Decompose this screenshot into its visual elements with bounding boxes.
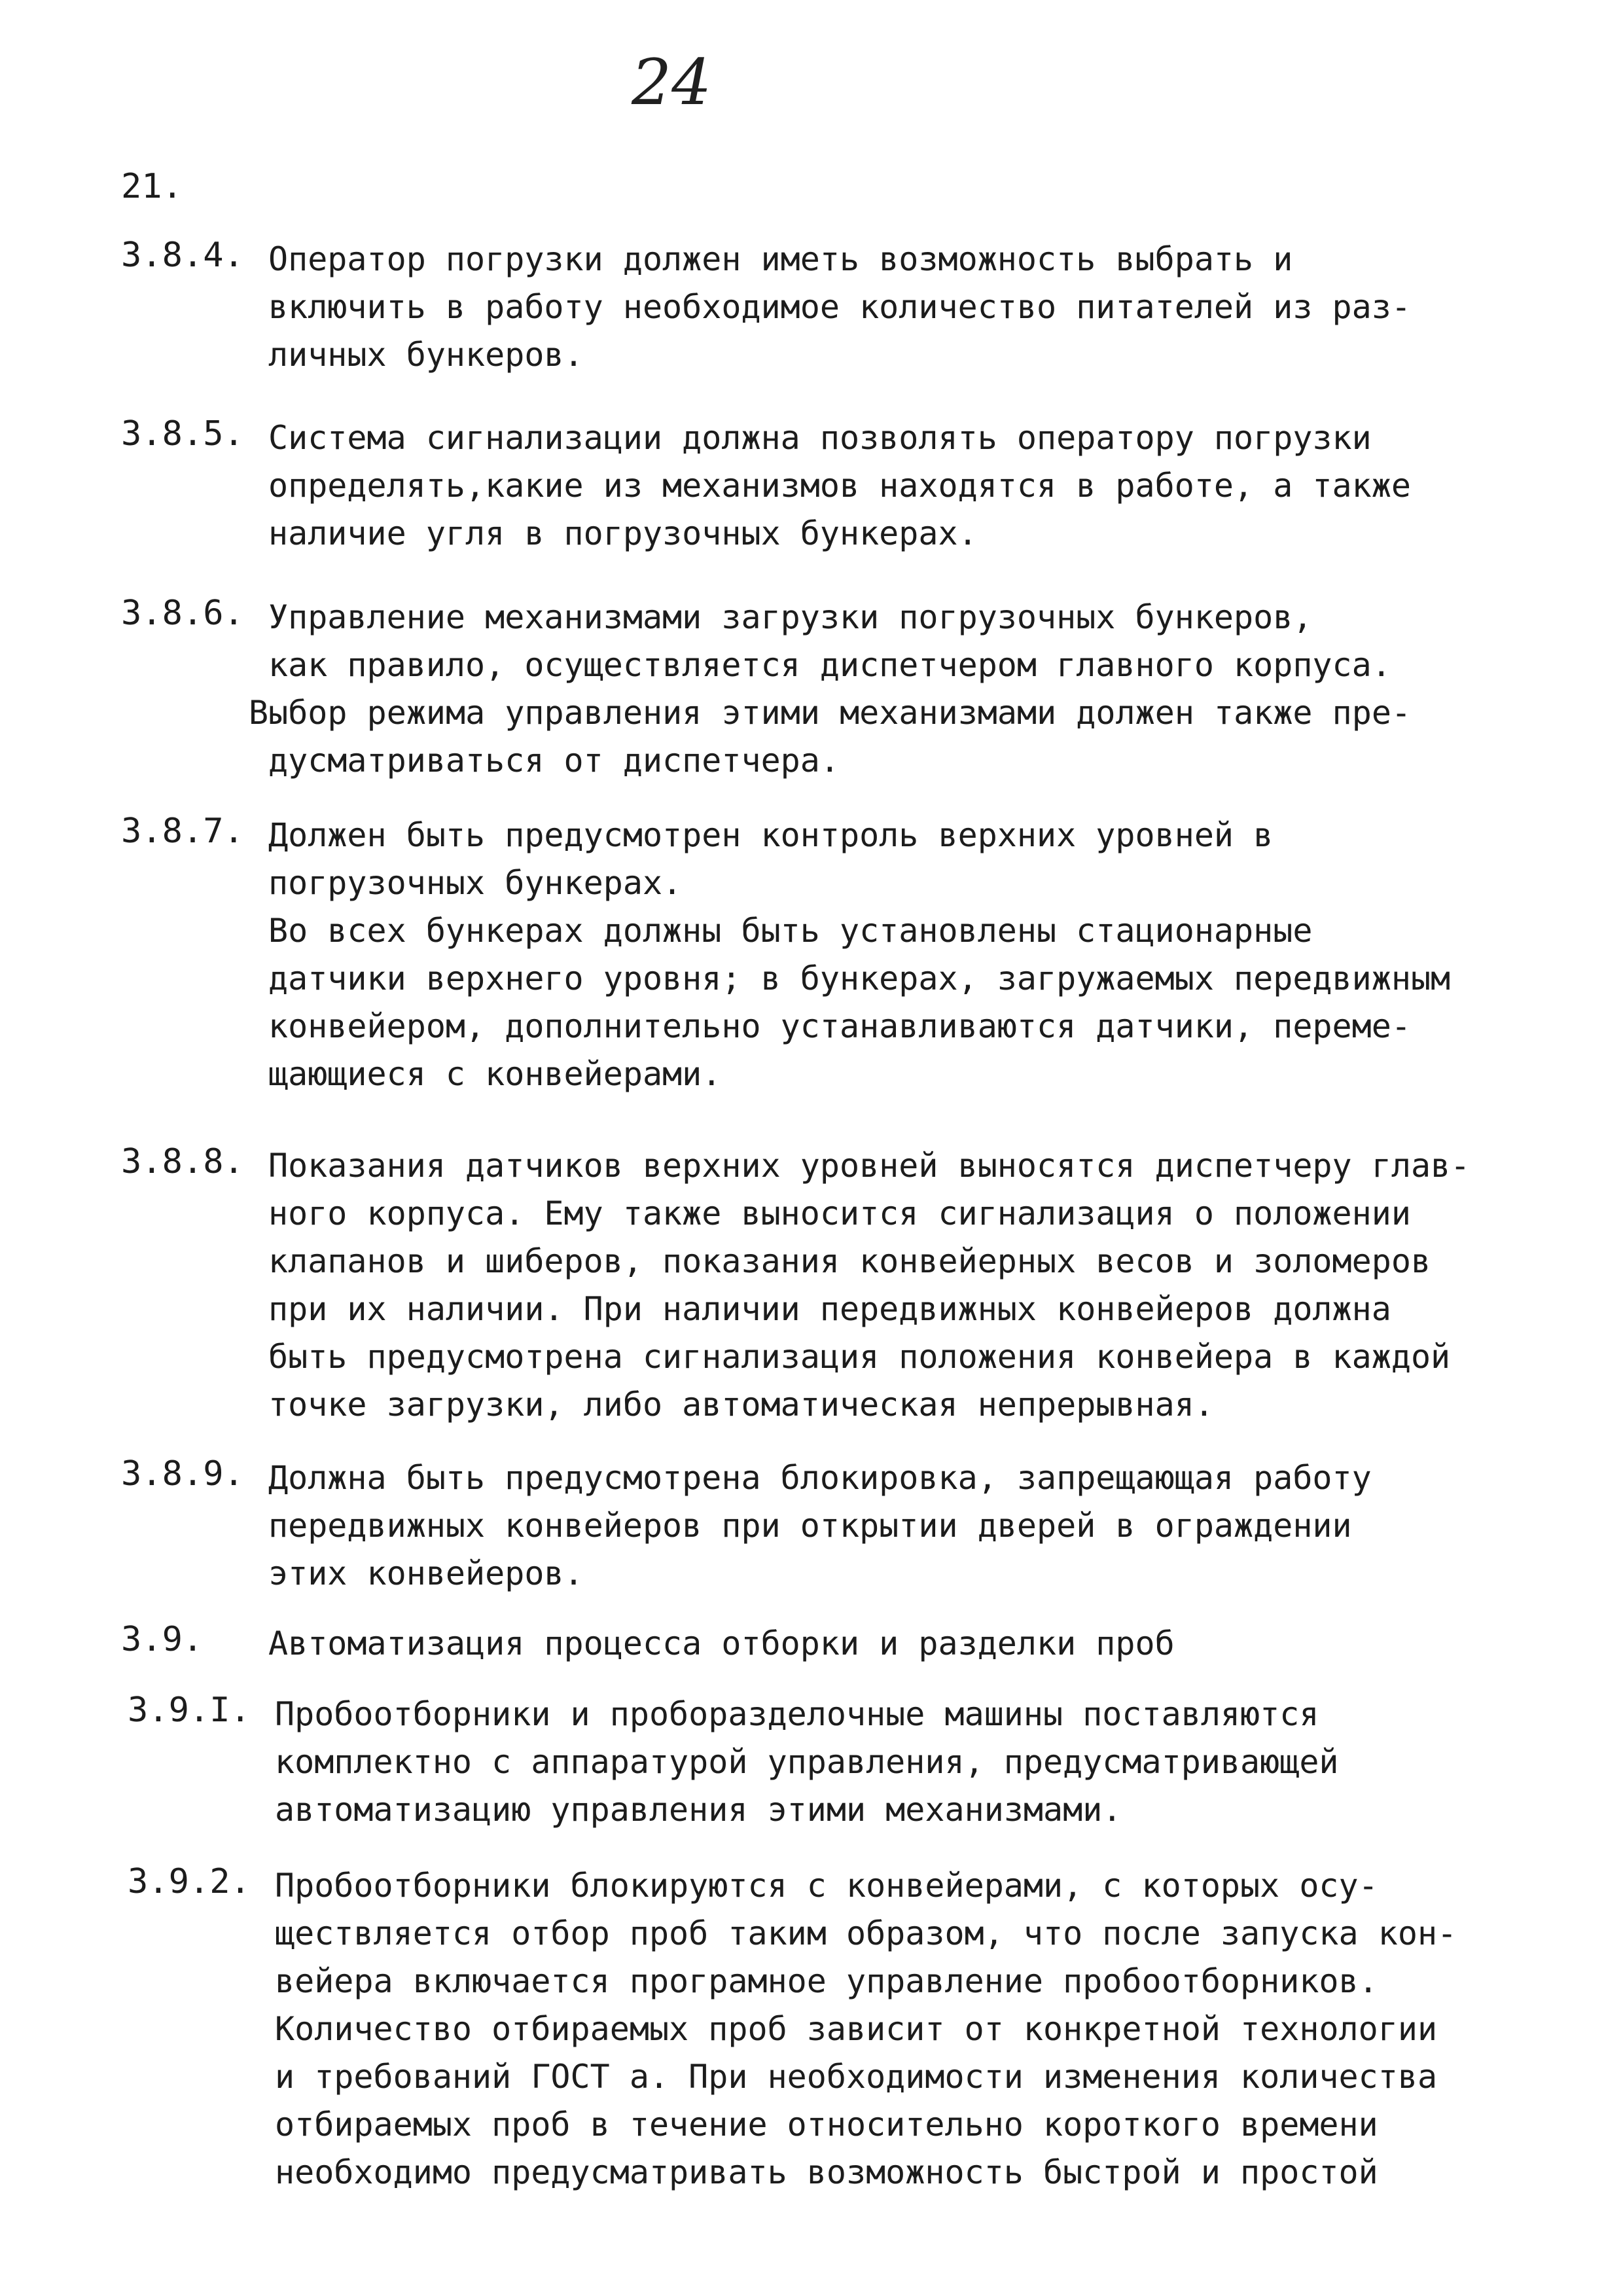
text-line: Пробоотборники и проборазделочные машины поставляются (275, 1695, 1319, 1733)
typed-page-number: 21. (121, 167, 183, 206)
section-title (268, 1620, 1623, 1668)
text-line: вейера включается програмное управление пробоотборников. (275, 1962, 1378, 2000)
paragraph-number: 3.8.9. (121, 1454, 244, 1494)
handwritten-page-number: 24 (632, 46, 712, 119)
paragraph-text (275, 1691, 1623, 1834)
text-line: Количество отбираемых проб зависит от конкретной технологии (275, 2010, 1438, 2048)
paragraph-number: 3.8.7. (121, 812, 244, 851)
text-line: точке загрузки, либо автоматическая непрерывная. (268, 1386, 1214, 1424)
section-number: 3.9. (121, 1620, 204, 1659)
text-line: Автоматизация процесса отборки и разделки проб (268, 1624, 1175, 1662)
text-line: Оператор погрузки должен иметь возможность выбрать и (268, 240, 1293, 278)
text-line: определять,какие из механизмов находятся в работе, а также (268, 467, 1411, 505)
text-line: ществляется отбор проб таким образом, что после запуска кон- (275, 1914, 1457, 1952)
text-line: наличие угля в погрузочных бункерах. (268, 514, 978, 552)
text-line: Во всех бункерах должны быть установлены стационарные (268, 912, 1313, 950)
text-line: клапанов и шиберов, показания конвейерных весов и золомеров (268, 1242, 1431, 1280)
text-line: Показания датчиков верхних уровней выносятся диспетчеру глав- (268, 1147, 1471, 1185)
paragraph-text (249, 594, 1623, 785)
text-line: Система сигнализации должна позволять оператору погрузки (268, 419, 1372, 457)
text-line: Должна быть предусмотрена блокировка, запрещающая работу (268, 1459, 1372, 1497)
paragraph-text (268, 1454, 1623, 1598)
paragraph-number: 3.8.6. (121, 594, 244, 633)
text-line: личных бункеров. (268, 336, 584, 374)
text-line: датчики верхнего уровня; в бункерах, загружаемых передвижным (268, 960, 1451, 997)
paragraph-number: 3.9.2. (128, 1862, 251, 1901)
paragraph-text (268, 414, 1623, 558)
paragraph-number: 3.8.5. (121, 414, 244, 454)
paragraph-text (268, 1142, 1623, 1429)
text-line: как правило, осуществляется диспетчером главного корпуса. (268, 646, 1391, 684)
text-line: отбираемых проб в течение относительно короткого времени (275, 2106, 1378, 2144)
paragraph-number: 3.8.8. (121, 1142, 244, 1181)
text-line: ного корпуса. Ему также выносится сигнализация о положении (268, 1194, 1411, 1232)
text-line: щающиеся с конвейерами. (268, 1055, 722, 1093)
text-line: Выбор режима управления этими механизмами должен также пре- (249, 694, 1412, 732)
text-line: конвейером, дополнительно устанавливаются датчики, переме- (268, 1007, 1411, 1045)
text-line: Пробоотборники блокируются с конвейерами, с которых осу- (275, 1867, 1378, 1905)
text-line: погрузочных бункерах. (268, 864, 683, 902)
paragraph-text (268, 812, 1623, 1098)
text-line: передвижных конвейеров при открытии дверей в ограждении (268, 1507, 1352, 1545)
paragraph-text (275, 1862, 1623, 2197)
text-line: Управление механизмами загрузки погрузочных бункеров, (268, 598, 1313, 636)
text-line: включить в работу необходимое количество питателей из раз- (268, 288, 1411, 326)
text-line: этих конвейеров. (268, 1554, 584, 1592)
text-line: необходимо предусматривать возможность быстрой и простой (275, 2153, 1378, 2191)
text-line: дусматриваться от диспетчера. (268, 742, 840, 780)
text-line: и требований ГОСТ а. При необходимости изменения количества (275, 2058, 1438, 2096)
text-line: автоматизацию управления этими механизмами. (275, 1791, 1122, 1829)
paragraph-number: 3.9.I. (128, 1691, 251, 1730)
text-line: комплектно с аппаратурой управления, предусматривающей (275, 1743, 1339, 1781)
paragraph-text (268, 236, 1623, 379)
text-line: быть предусмотрена сигнализация положения конвейера в каждой (268, 1338, 1451, 1376)
paragraph-number: 3.8.4. (121, 236, 244, 275)
text-line: при их наличии. При наличии передвижных конвейеров должна (268, 1290, 1391, 1328)
text-line: Должен быть предусмотрен контроль верхних уровней в (268, 816, 1274, 854)
